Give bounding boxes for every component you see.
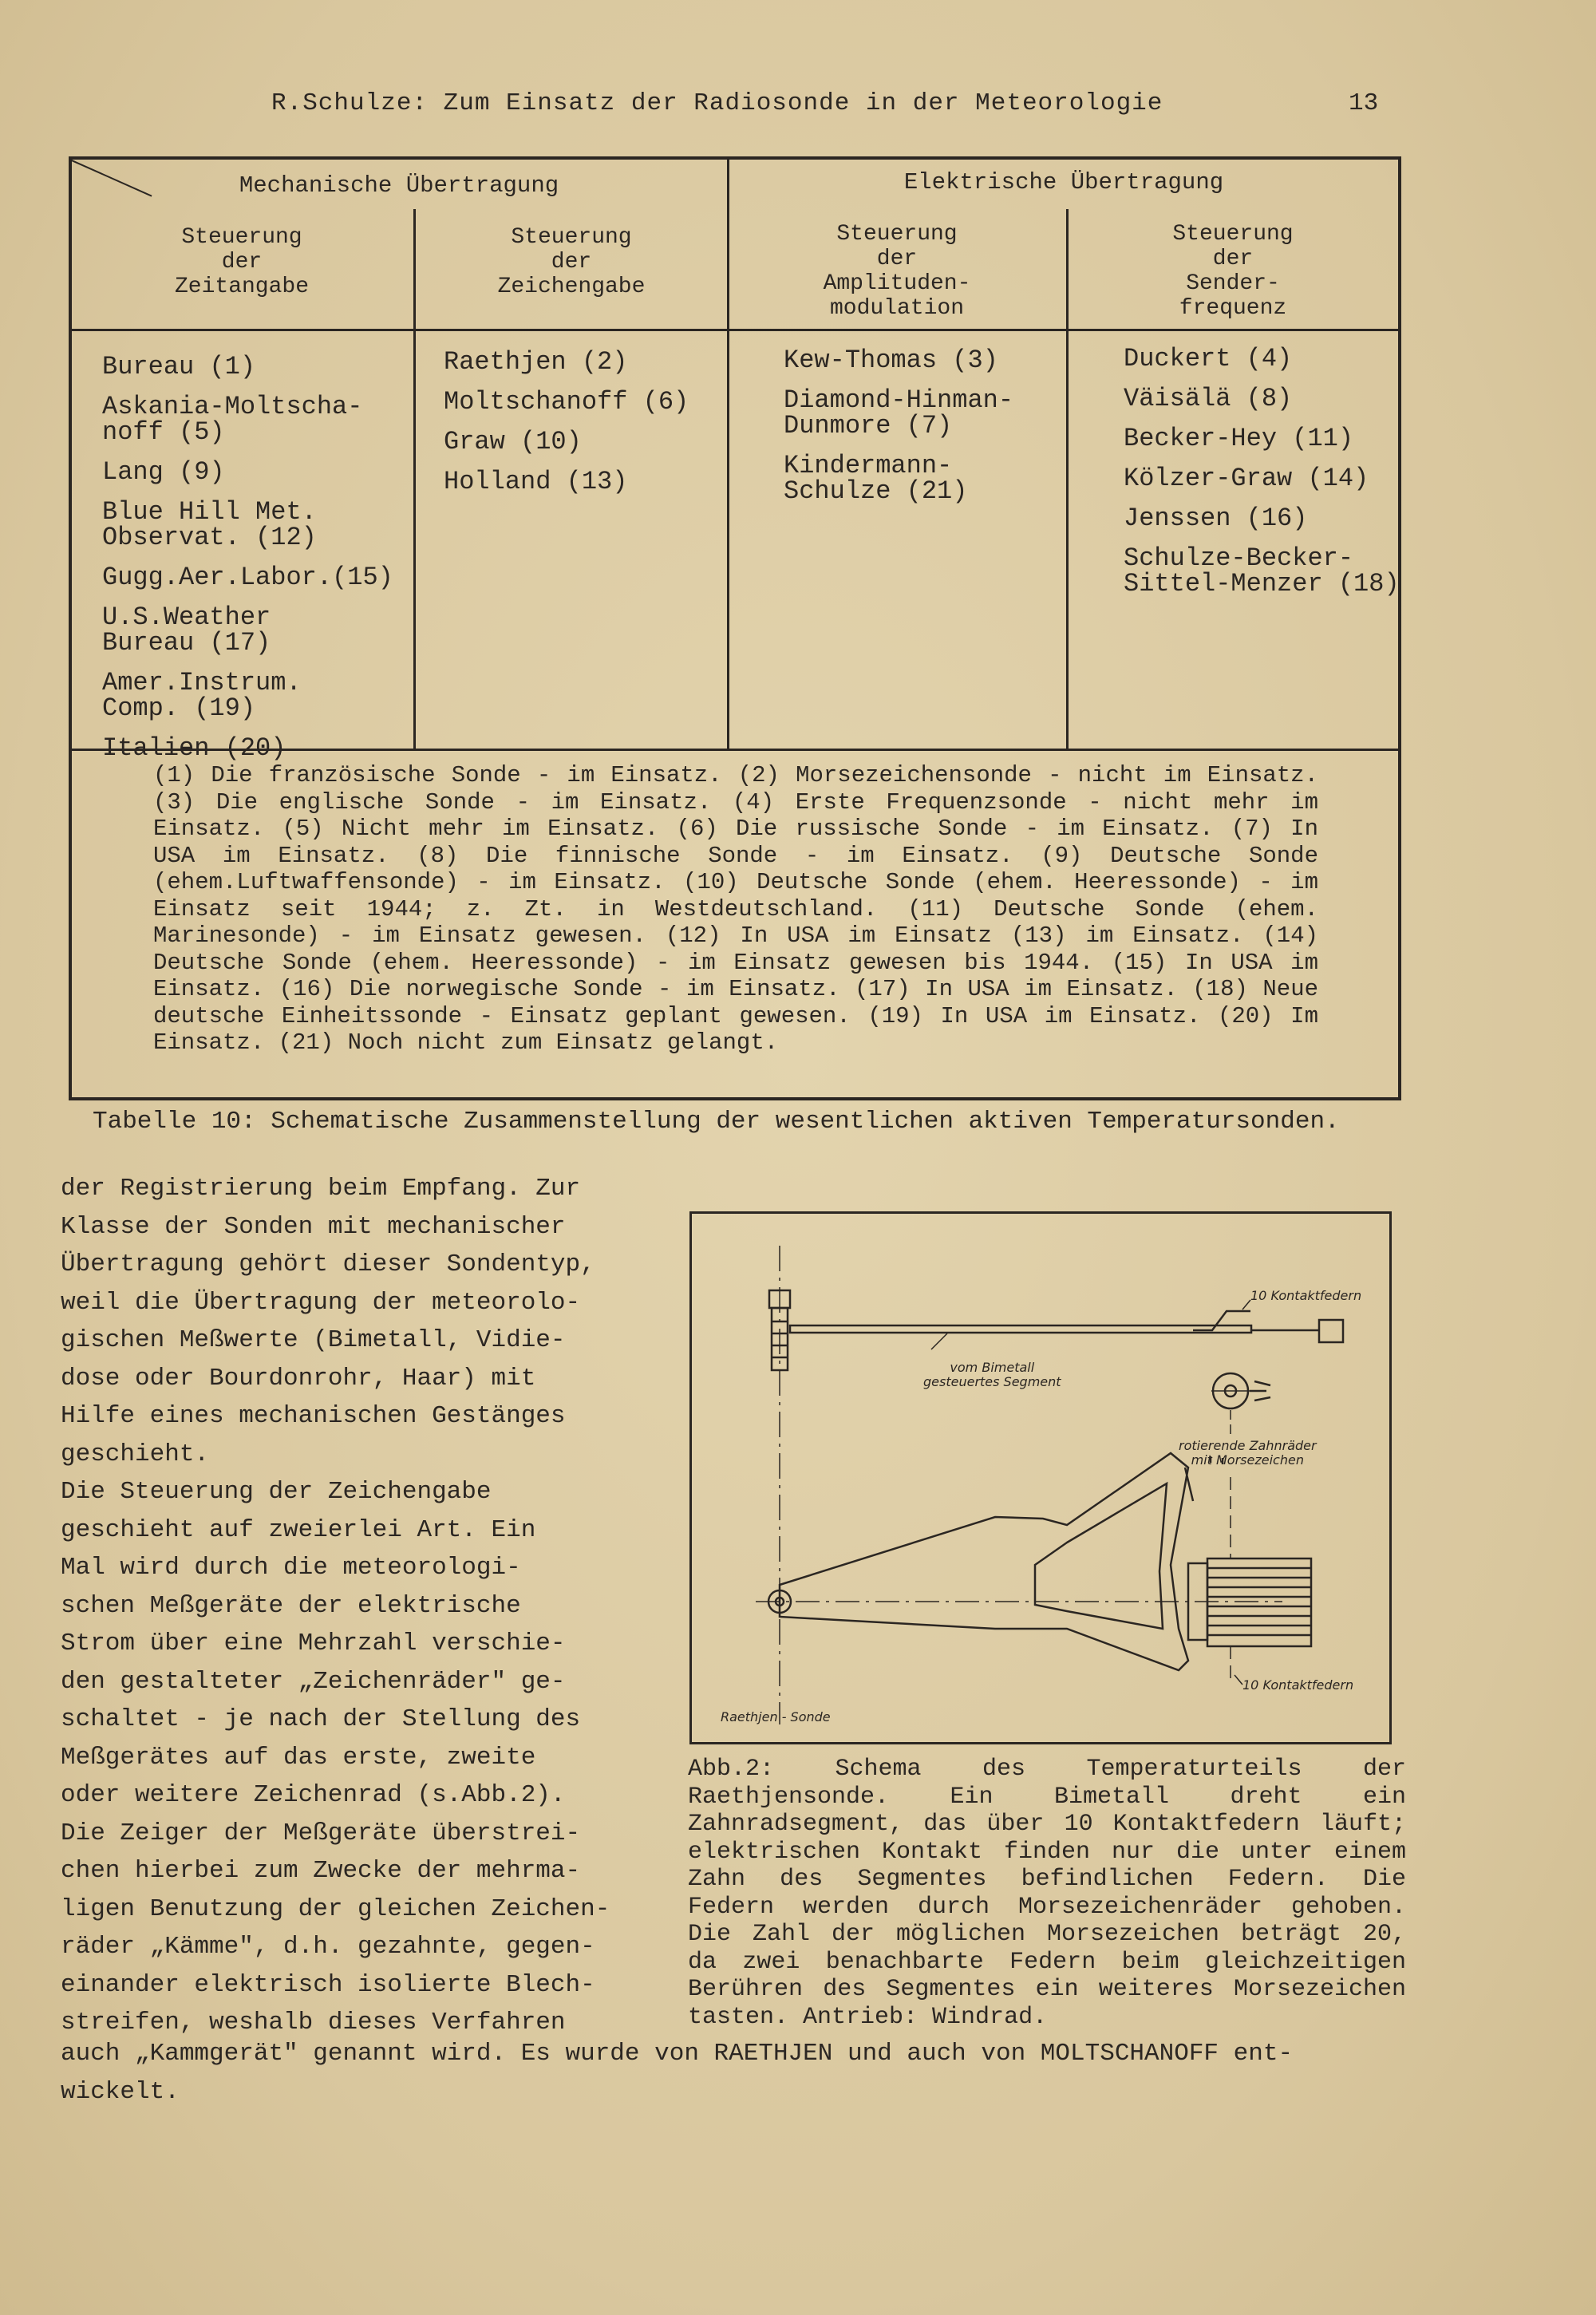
list-item: Becker-Hey (11) <box>1124 424 1354 453</box>
list-item: Holland (13) <box>444 467 628 496</box>
list-item: Bureau (1) <box>102 352 256 381</box>
col-head-amplitudenmodulation: Steuerung der Amplituden- modulation <box>823 222 971 321</box>
list-item: Diamond-Hinman- Dunmore (7) <box>784 385 1014 440</box>
col-head-zeichengabe: Steuerung der Zeichengabe <box>497 225 646 299</box>
label-kontaktfedern-bottom: 10 Kontaktfedern <box>1242 1677 1354 1693</box>
segment-inner <box>1035 1483 1167 1629</box>
list-item: Raethjen (2) <box>444 347 628 377</box>
page-number: 13 <box>1349 89 1379 117</box>
figure-raethjen-sonde <box>689 1211 1392 1744</box>
list-item: Italien (20) <box>102 733 286 763</box>
label-bimetall-segment: vom Bimetall gesteuertes Segment <box>923 1360 1061 1389</box>
list-item: Askania-Moltscha- noff (5) <box>102 392 363 447</box>
group-head-elektrisch: Elektrische Übertragung <box>903 169 1224 196</box>
table-rule-header <box>70 329 1400 331</box>
contact-block <box>1319 1320 1343 1342</box>
body-paragraph-end: auch „Kammgerät" genannt wird. Es wurde von RAETHJEN und auch von MOLTSCHANOFF ent- wickelt. <box>61 2040 1294 2106</box>
table-footnotes: (1) Die französische Sonde - im Einsatz. (2) Morsezeichensonde - nicht im Einsatz. (3) Die englische Sonde - im Einsatz. (4) Erste Frequenzsonde - nicht mehr im Einsatz. (5) Nicht mehr im Einsatz. (6) Die russische Sonde - im Einsatz. (7) In USA im Einsatz. (8) Die finnische Sonde - im Einsatz. (9) Deutsche Sonde (ehem.Luftwaffensonde) - im Einsatz. (10) Deutsche Sonde (ehem. Heeressonde) - im Einsatz seit 1944; z. Zt. in Westdeutschland. (11) Deutsche Sonde (ehem. Marinesonde) - im Einsatz gewesen. (12) In USA im Einsatz (13) im Einsatz. (14) Deutsche Sonde (ehem. Heeressonde) - im Einsatz gewesen bis 1944. (15) In USA im Einsatz. (16) Die norwegische Sonde - im Einsatz. (17) In USA im Einsatz. (18) Neue deutsche Einheitssonde - Einsatz geplant gewesen. (19) In USA im Einsatz. (20) Im Einsatz. (21) Noch nicht zum Einsatz gelangt. <box>153 762 1318 1056</box>
segment-outline <box>780 1453 1188 1670</box>
label-zahnraeder: rotierende Zahnräder mit Morsezeichen <box>1179 1438 1317 1468</box>
body-paragraph: der Registrierung beim Empfang. Zur Klasse der Sonden mit mechanischer Übertragung gehört dieser Sondentyp, weil die Übertragung der meteorolo- gischen Meßwerte (Bimetall, Vidie- dose oder Bourdonrohr, Haar) mit Hilfe eines mechanischen Gestänges geschieht. <box>61 1175 595 1468</box>
list-item: Duckert (4) <box>1124 344 1293 373</box>
table-caption: Tabelle 10: Schematische Zusammenstellung der wesentlichen aktiven Temperatursonden. <box>93 1108 1340 1136</box>
pointer-arm <box>790 1325 1251 1333</box>
list-item: Blue Hill Met. Observat. (12) <box>102 497 317 552</box>
list-item: Amer.Instrum. Comp. (19) <box>102 668 302 723</box>
list-item: Väisälä (8) <box>1124 384 1293 413</box>
list-item: Moltschanoff (6) <box>444 387 689 417</box>
body-paragraph: Die Steuerung der Zeichengabe geschieht auf zweierlei Art. Ein Mal wird durch die meteorologi- schen Meßgeräte der elektrische Strom über eine Mehrzahl verschie- den gestalteter „Zeichenräder" ge- schaltet - je nach der Stellung des Meßgerätes auf das erste, zweite oder weitere Zeichenrad (s.Abb.2). Die Zeiger der Meßgeräte überstrei- chen hierbei zum Zwecke der mehrma- ligen Benutzung der gleichen Zeichen- räder „Kämme", d.h. gezahnte, gegen- einander elektrisch isolierte Blech- streifen, weshalb dieses Verfahren <box>61 1478 610 2036</box>
col-head-zeitangabe: Steuerung der Zeitangabe <box>174 225 310 299</box>
list-item: Gugg.Aer.Labor.(15) <box>102 563 393 592</box>
list-item: U.S.Weather Bureau (17) <box>102 602 271 658</box>
list-senderfrequenz <box>1124 346 1400 611</box>
figure-caption: Abb.2: Schema des Temperaturteils der Raethjensonde. Ein Bimetall dreht ein Zahnradsegment, das über 10 Kontaktfedern läuft; elektrischen Kontakt finden nur die unter einem Zahn des Segmentes befindlichen Federn. Die Federn werden durch Morsezeichenräder gehoben. Die Zahl der möglichen Morsezeichen beträgt 20, da zwei benachbarte Federn beim gleichzeitigen Berühren des Segmentes ein weiteres Morsezeichen tasten. Antrieb: Windrad. <box>688 1756 1406 2031</box>
running-header: R.Schulze: Zum Einsatz der Radiosonde in der Meteorologie <box>271 89 1163 117</box>
spring-stack <box>1207 1558 1311 1646</box>
list-item: Graw (10) <box>444 427 582 456</box>
list-amplitudenmodulation <box>784 348 1013 519</box>
list-item: Lang (9) <box>102 457 225 487</box>
list-zeichengabe <box>444 347 689 509</box>
col-head-senderfrequenz: Steuerung der Sender- frequenz <box>1172 222 1294 321</box>
list-item: Kew-Thomas (3) <box>784 346 998 375</box>
body-text-column <box>61 1170 675 2042</box>
group-head-mechanisch: Mechanische Übertragung <box>239 172 559 199</box>
list-item: Kölzer-Graw (14) <box>1124 464 1369 493</box>
list-item: Jenssen (16) <box>1124 504 1308 533</box>
list-item: Schulze-Becker- Sittel-Menzer (18) <box>1124 543 1400 599</box>
figure-title: Raethjen - Sonde <box>721 1709 831 1724</box>
label-kontaktfedern-top: 10 Kontaktfedern <box>1250 1288 1362 1303</box>
list-item: Kindermann- Schulze (21) <box>784 451 968 506</box>
list-zeitangabe <box>102 354 393 776</box>
